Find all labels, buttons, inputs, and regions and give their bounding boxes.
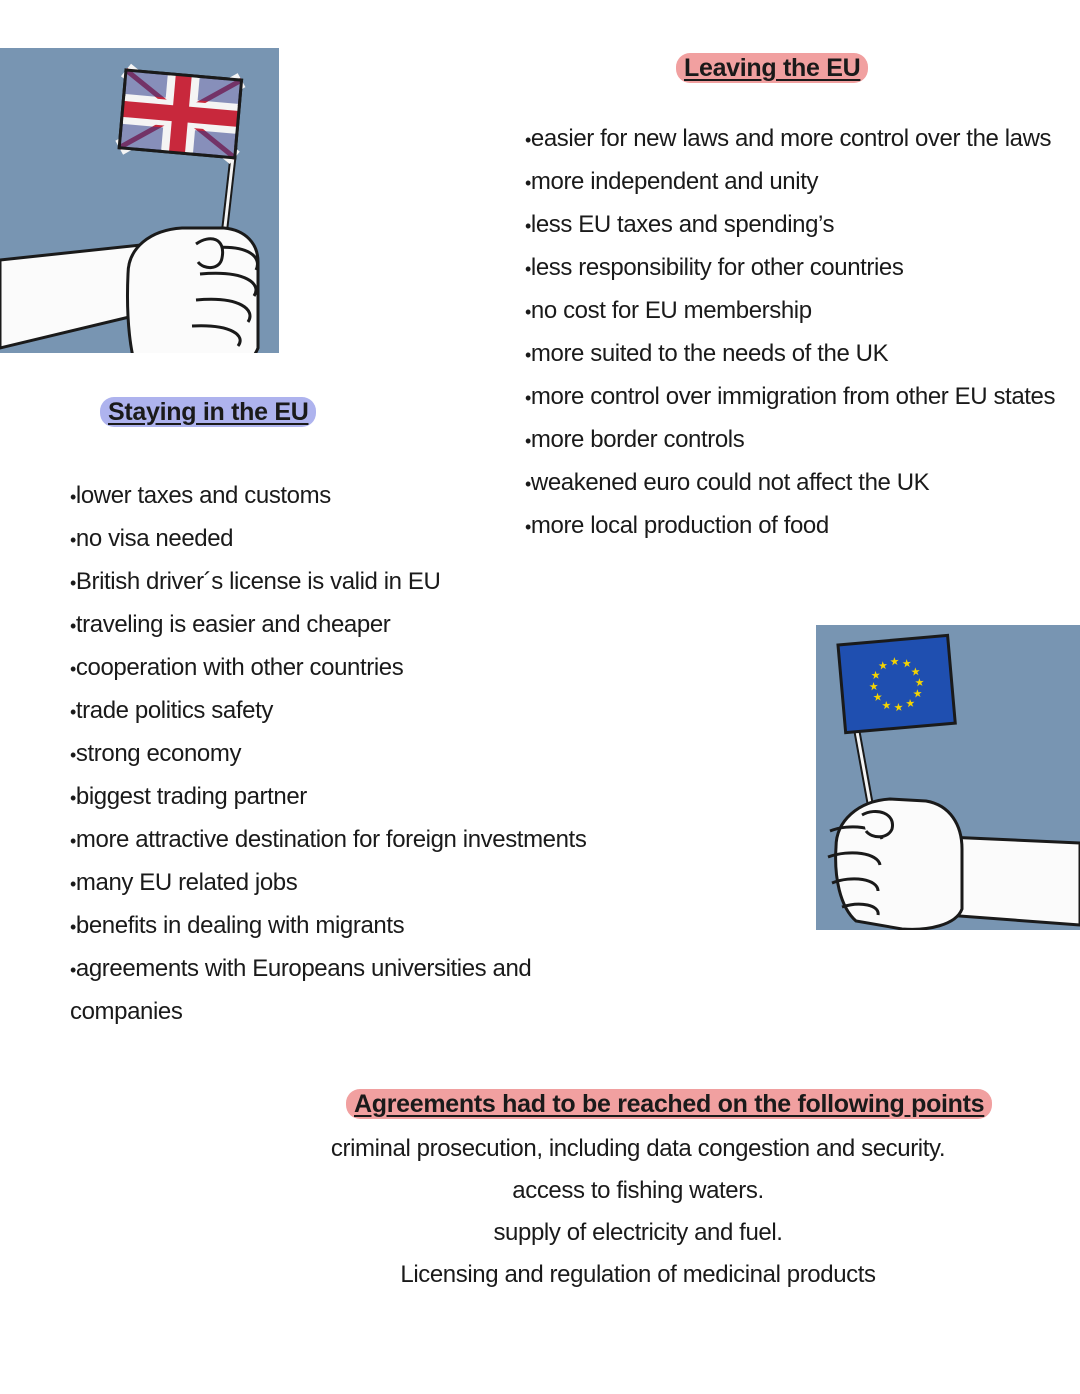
agreement-item: supply of electricity and fuel. <box>493 1219 783 1246</box>
svg-text:★: ★ <box>901 656 913 671</box>
leaving-item: • less responsibility for other countries <box>525 247 1055 290</box>
staying-item-continuation: companies <box>70 998 183 1025</box>
staying-item: • lower taxes and customs <box>70 475 586 518</box>
leaving-item: • weakened euro could not affect the UK <box>525 462 1055 505</box>
uk-flag-illustration <box>0 48 279 353</box>
svg-text:★: ★ <box>868 679 880 694</box>
leaving-item: • no cost for EU membership <box>525 290 1055 333</box>
svg-text:★: ★ <box>872 690 884 705</box>
svg-text:★: ★ <box>889 654 901 669</box>
agreement-item: Licensing and regulation of medicinal products <box>400 1261 876 1288</box>
agreements-list <box>330 1128 946 1296</box>
leaving-list <box>525 118 1055 548</box>
svg-text:★: ★ <box>893 700 905 715</box>
svg-text:★: ★ <box>880 698 892 713</box>
svg-text:★: ★ <box>912 686 924 701</box>
leaving-item: • more border controls <box>525 419 1055 462</box>
svg-text:★: ★ <box>877 658 889 673</box>
staying-item: • strong economy <box>70 733 586 776</box>
leaving-item: • less EU taxes and spending’s <box>525 204 1055 247</box>
staying-list <box>70 475 586 1034</box>
staying-item: • agreements with Europeans universities and <box>70 948 586 991</box>
svg-text:★: ★ <box>910 664 922 679</box>
leaving-item: • more control over immigration from other EU states <box>525 376 1055 419</box>
eu-flag-illustration <box>816 625 1080 930</box>
staying-item: • no visa needed <box>70 518 586 561</box>
svg-text:★: ★ <box>914 675 926 690</box>
staying-item: • British driver´s license is valid in EU <box>70 561 586 604</box>
svg-text:★: ★ <box>870 668 882 683</box>
staying-item: • biggest trading partner <box>70 776 586 819</box>
staying-item: • cooperation with other countries <box>70 647 586 690</box>
staying-heading: Staying in the EU <box>100 398 316 427</box>
leaving-item: • more local production of food <box>525 505 1055 548</box>
agreements-heading: Agreements had to be reached on the following points <box>346 1090 992 1119</box>
leaving-item: • easier for new laws and more control over the laws <box>525 118 1055 161</box>
agreement-item: criminal prosecution, including data congestion and security. <box>330 1135 946 1162</box>
leaving-item: • more independent and unity <box>525 161 1055 204</box>
staying-item: • many EU related jobs <box>70 862 586 905</box>
agreement-item: access to fishing waters. <box>512 1177 764 1204</box>
svg-text:★: ★ <box>904 696 916 711</box>
staying-item: • more attractive destination for foreign investments <box>70 819 586 862</box>
staying-item: • traveling is easier and cheaper <box>70 604 586 647</box>
leaving-heading: Leaving the EU <box>676 54 868 83</box>
staying-item: • benefits in dealing with migrants <box>70 905 586 948</box>
leaving-item: • more suited to the needs of the UK <box>525 333 1055 376</box>
staying-item: • trade politics safety <box>70 690 586 733</box>
